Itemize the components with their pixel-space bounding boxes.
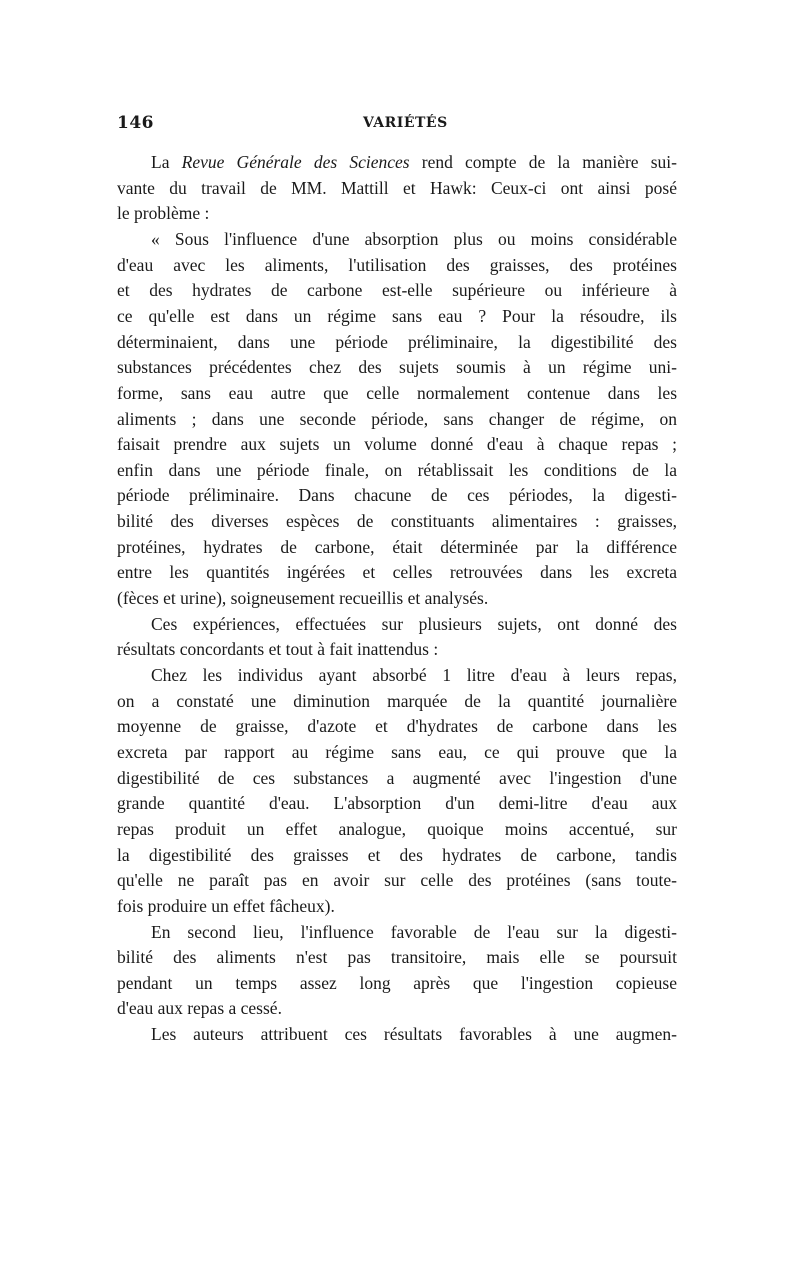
text-line: la digestibilité des graisses et des hydrates de carbone, tandis	[117, 844, 677, 865]
text-line: (fèces et urine), soigneusement recueillis et analysés.	[117, 588, 489, 609]
text-line: bilité des aliments n'est pas transitoire, mais elle se poursuit	[117, 947, 677, 968]
text-line: grande quantité d'eau. L'absorption d'un demi-litre d'eau aux	[117, 793, 677, 814]
text-line: on a constaté une diminution marquée de la quantité journalière	[117, 690, 677, 711]
text-line: résultats concordants et tout à fait inattendus :	[117, 639, 439, 660]
journal-title: Revue Générale des Sciences	[181, 152, 410, 172]
text-segment: La	[151, 152, 182, 172]
text-line: le problème :	[117, 203, 210, 224]
text-line: entre les quantités ingérées et celles retrouvées dans les excreta	[117, 562, 677, 583]
text-line: déterminaient, dans une période préliminaire, la digestibilité des	[117, 331, 677, 352]
text-line: enfin dans une période finale, on rétablissait les conditions de la	[117, 459, 677, 480]
text-line: substances précédentes chez des sujets soumis à un régime uni-	[117, 357, 677, 378]
page-number: 146	[117, 113, 154, 133]
text-line: vante du travail de MM. Mattill et Hawk: Ceux-ci ont ainsi posé	[117, 177, 677, 198]
text-line: repas produit un effet analogue, quoique moins accentué, sur	[117, 818, 677, 839]
text-line: digestibilité de ces substances a augmenté avec l'ingestion d'une	[117, 767, 677, 788]
text-line: d'eau aux repas a cessé.	[117, 998, 282, 1019]
text-line: « Sous l'influence d'une absorption plus ou moins considérable	[151, 228, 677, 249]
text-line: pendant un temps assez long après que l'ingestion copieuse	[117, 972, 677, 993]
text-line: forme, sans eau autre que celle normalement contenue dans les	[117, 382, 677, 403]
text-line: moyenne de graisse, d'azote et d'hydrates de carbone dans les	[117, 716, 677, 737]
text-line: et des hydrates de carbone est-elle supérieure ou inférieure à	[117, 280, 677, 301]
text-line: Les auteurs attribuent ces résultats favorables à une augmen-	[151, 1024, 677, 1045]
text-line: protéines, hydrates de carbone, était déterminée par la différence	[117, 536, 677, 557]
text-line: d'eau avec les aliments, l'utilisation des graisses, des protéines	[117, 254, 677, 275]
text-line: Ces expériences, effectuées sur plusieurs sujets, ont donné des	[151, 613, 677, 634]
text-line: qu'elle ne paraît pas en avoir sur celle des protéines (sans toute-	[117, 870, 677, 891]
page-header	[117, 113, 677, 135]
text-segment: rend compte de la manière sui-	[409, 152, 677, 172]
text-line: aliments ; dans une seconde période, sans changer de régime, on	[117, 408, 677, 429]
text-line: excreta par rapport au régime sans eau, ce qui prouve que la	[117, 741, 677, 762]
text-line: période préliminaire. Dans chacune de ces périodes, la digesti-	[117, 485, 677, 506]
text-line: fois produire un effet fâcheux).	[117, 895, 335, 916]
text-line	[117, 150, 677, 174]
text-line: Chez les individus ayant absorbé 1 litre d'eau à leurs repas,	[151, 665, 677, 685]
text-line: En second lieu, l'influence favorable de l'eau sur la digesti-	[151, 921, 677, 942]
text-line: bilité des diverses espèces de constituants alimentaires : graisses,	[117, 511, 677, 532]
text-line: faisait prendre aux sujets un volume donné d'eau à chaque repas ;	[117, 434, 677, 455]
text-line: ce qu'elle est dans un régime sans eau ? Pour la résoudre, ils	[117, 305, 677, 326]
running-head: VARIÉTÉS	[363, 115, 448, 131]
